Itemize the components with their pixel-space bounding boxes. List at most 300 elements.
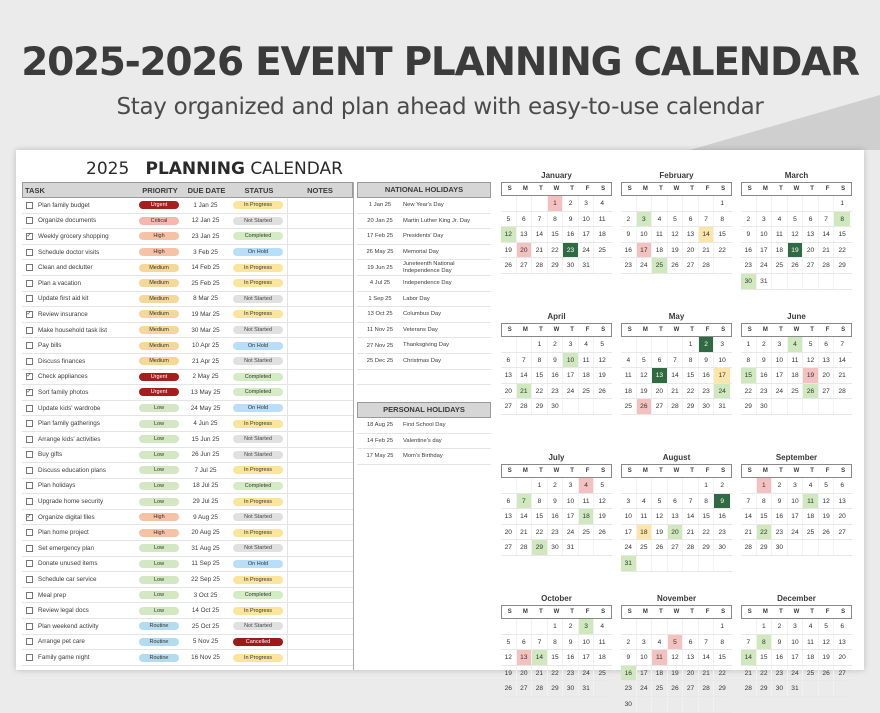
calendar-day[interactable]: 15 [532,368,548,383]
task-checkbox[interactable] [26,482,33,489]
calendar-day[interactable]: 31 [757,274,773,289]
calendar-day[interactable]: 14 [741,509,757,524]
task-checkbox[interactable] [26,498,33,505]
notes-cell[interactable] [287,572,353,587]
calendar-day[interactable]: 21 [517,384,533,399]
notes-cell[interactable] [287,463,353,478]
calendar-day[interactable]: 8 [548,212,564,227]
calendar-day[interactable]: 23 [548,525,564,540]
calendar-day[interactable]: 31 [563,540,579,555]
task-checkbox[interactable] [26,529,33,536]
calendar-day[interactable]: 21 [532,243,548,258]
calendar-day[interactable]: 25 [772,258,788,273]
calendar-day[interactable]: 22 [548,243,564,258]
calendar-day[interactable]: 1 [699,478,715,493]
calendar-day[interactable]: 18 [652,243,668,258]
calendar-day[interactable]: 2 [757,337,773,352]
calendar-day[interactable]: 1 [720,200,724,207]
calendar-day[interactable]: 24 [772,384,788,399]
calendar-day[interactable]: 14 [699,650,715,665]
calendar-day[interactable]: 4 [803,478,819,493]
calendar-day[interactable]: 25 [652,681,668,696]
calendar-day[interactable]: 27 [803,258,819,273]
calendar-day[interactable]: 5 [652,494,668,509]
calendar-day[interactable]: 16 [563,650,579,665]
notes-cell[interactable] [287,479,353,494]
calendar-day[interactable]: 12 [501,227,517,242]
calendar-day[interactable]: 5 [637,353,653,368]
calendar-day[interactable]: 7 [699,635,715,650]
calendar-day[interactable]: 3 [788,478,804,493]
calendar-day[interactable]: 29 [718,685,726,693]
task-checkbox[interactable] [26,560,33,567]
calendar-day[interactable]: 2 [621,212,637,227]
notes-cell[interactable] [287,510,353,525]
calendar-day[interactable]: 8 [683,353,699,368]
calendar-day[interactable]: 6 [683,212,699,227]
calendar-day[interactable]: 17 [563,368,579,383]
calendar-day[interactable]: 15 [548,227,564,242]
calendar-day[interactable]: 3 [579,196,595,211]
calendar-day[interactable]: 31 [579,258,595,273]
notes-cell[interactable] [287,541,353,556]
calendar-day[interactable]: 26 [668,258,684,273]
notes-cell[interactable] [287,416,353,431]
calendar-day[interactable]: 16 [718,513,726,521]
calendar-day[interactable]: 30 [563,681,579,696]
calendar-day[interactable]: 22 [532,384,548,399]
task-checkbox[interactable] [26,342,33,349]
calendar-day[interactable]: 27 [501,399,517,414]
calendar-day[interactable]: 5 [600,341,604,348]
calendar-day[interactable]: 30 [772,681,788,696]
task-checkbox[interactable] [26,202,33,209]
calendar-day[interactable]: 13 [668,509,684,524]
calendar-day[interactable]: 15 [683,368,699,383]
calendar-day[interactable]: 5 [668,635,684,650]
calendar-day[interactable]: 10 [563,353,579,368]
calendar-day[interactable]: 24 [563,384,579,399]
calendar-day[interactable]: 11 [637,509,653,524]
calendar-day[interactable]: 5 [819,619,835,634]
calendar-day[interactable]: 10 [637,650,653,665]
calendar-day[interactable]: 20 [683,243,699,258]
calendar-day[interactable]: 12 [598,356,606,364]
calendar-day[interactable]: 3 [563,478,579,493]
calendar-day[interactable]: 23 [563,243,579,258]
calendar-day[interactable]: 18 [598,231,606,239]
calendar-day[interactable]: 4 [621,353,637,368]
task-checkbox[interactable] [26,451,33,458]
calendar-day[interactable]: 19 [598,372,606,380]
notes-cell[interactable] [287,276,353,291]
calendar-day[interactable]: 11 [579,494,595,509]
calendar-day[interactable]: 17 [637,666,653,681]
calendar-day[interactable]: 11 [598,215,606,223]
calendar-day[interactable]: 9 [621,650,637,665]
calendar-day[interactable]: 11 [772,227,788,242]
calendar-day[interactable]: 13 [803,227,819,242]
calendar-day[interactable]: 24 [714,384,730,399]
calendar-day[interactable]: 18 [598,654,606,662]
notes-cell[interactable] [287,401,353,416]
calendar-day[interactable]: 13 [517,650,533,665]
calendar-day[interactable]: 22 [532,525,548,540]
calendar-day[interactable]: 10 [772,353,788,368]
calendar-day[interactable]: 16 [741,243,757,258]
notes-cell[interactable] [287,588,353,603]
calendar-day[interactable]: 23 [772,525,788,540]
notes-cell[interactable] [287,494,353,509]
calendar-day[interactable]: 9 [621,227,637,242]
calendar-day[interactable]: 24 [637,258,653,273]
task-checkbox[interactable] [26,623,33,630]
calendar-day[interactable]: 14 [838,356,846,364]
calendar-day[interactable]: 2 [548,337,564,352]
calendar-day[interactable]: 23 [772,666,788,681]
calendar-day[interactable]: 6 [840,482,844,489]
calendar-day[interactable]: 18 [803,509,819,524]
calendar-day[interactable]: 14 [668,368,684,383]
calendar-day[interactable]: 7 [741,635,757,650]
calendar-day[interactable]: 15 [757,509,773,524]
calendar-day[interactable]: 6 [652,353,668,368]
calendar-day[interactable]: 4 [579,337,595,352]
calendar-day[interactable]: 16 [548,368,564,383]
calendar-day[interactable]: 21 [699,666,715,681]
calendar-day[interactable]: 20 [501,525,517,540]
calendar-day[interactable]: 7 [699,212,715,227]
calendar-day[interactable]: 22 [757,666,773,681]
calendar-day[interactable]: 24 [788,666,804,681]
calendar-day[interactable]: 18 [772,243,788,258]
calendar-day[interactable]: 14 [532,227,548,242]
calendar-day[interactable]: 3 [621,494,637,509]
calendar-day[interactable]: 1 [757,478,773,493]
calendar-day[interactable]: 22 [683,384,699,399]
calendar-day[interactable]: 12 [819,494,835,509]
calendar-day[interactable]: 24 [788,525,804,540]
calendar-day[interactable]: 28 [532,258,548,273]
calendar-day[interactable]: 13 [683,227,699,242]
calendar-day[interactable]: 22 [718,669,726,677]
calendar-day[interactable]: 8 [757,494,773,509]
calendar-day[interactable]: 7 [532,212,548,227]
calendar-day[interactable]: 16 [621,243,637,258]
calendar-day[interactable]: 19 [788,243,804,258]
calendar-day[interactable]: 25 [652,258,668,273]
notes-cell[interactable] [287,354,353,369]
calendar-day[interactable]: 26 [819,525,835,540]
notes-cell[interactable] [287,650,353,665]
task-checkbox[interactable] [26,576,33,583]
calendar-day[interactable]: 23 [718,528,726,536]
calendar-day[interactable]: 1 [757,619,773,634]
calendar-day[interactable]: 1 [532,337,548,352]
notes-cell[interactable] [287,229,353,244]
calendar-day[interactable]: 28 [517,399,533,414]
calendar-day[interactable]: 14 [741,650,757,665]
task-checkbox[interactable] [26,638,33,645]
calendar-day[interactable]: 19 [637,384,653,399]
calendar-day[interactable]: 18 [788,368,804,383]
calendar-day[interactable]: 11 [652,227,668,242]
calendar-day[interactable]: 2 [772,619,788,634]
calendar-day[interactable]: 8 [548,635,564,650]
calendar-day[interactable]: 20 [819,368,835,383]
calendar-day[interactable]: 12 [598,497,606,505]
calendar-day[interactable]: 3 [720,341,724,348]
calendar-day[interactable]: 28 [668,399,684,414]
calendar-day[interactable]: 15 [718,231,726,239]
calendar-day[interactable]: 21 [517,525,533,540]
calendar-day[interactable]: 24 [579,243,595,258]
calendar-day[interactable]: 24 [621,540,637,555]
calendar-day[interactable]: 9 [772,494,788,509]
calendar-day[interactable]: 2 [772,478,788,493]
calendar-day[interactable]: 5 [600,482,604,489]
calendar-day[interactable]: 23 [699,384,715,399]
calendar-day[interactable]: 5 [803,337,819,352]
task-checkbox[interactable] [26,436,33,443]
calendar-day[interactable]: 29 [757,540,773,555]
calendar-day[interactable]: 1 [548,196,564,211]
calendar-day[interactable]: 26 [598,387,606,395]
calendar-day[interactable]: 29 [699,540,715,555]
calendar-day[interactable]: 21 [741,666,757,681]
calendar-day[interactable]: 12 [501,650,517,665]
calendar-day[interactable]: 8 [532,353,548,368]
calendar-day[interactable]: 30 [548,399,564,414]
calendar-day[interactable]: 30 [548,540,564,555]
task-checkbox[interactable]: ✓ [26,232,32,239]
calendar-day[interactable]: 3 [637,635,653,650]
task-checkbox[interactable]: ✓ [26,373,32,380]
calendar-day[interactable]: 17 [637,243,653,258]
calendar-day[interactable]: 8 [699,494,715,509]
calendar-day[interactable]: 19 [501,666,517,681]
task-checkbox[interactable]: ✓ [26,388,32,395]
calendar-day[interactable]: 1 [840,200,844,207]
calendar-day[interactable]: 24 [757,258,773,273]
calendar-day[interactable]: 6 [501,494,517,509]
calendar-day[interactable]: 17 [714,368,730,383]
calendar-day[interactable]: 6 [517,635,533,650]
calendar-day[interactable]: 19 [501,243,517,258]
calendar-day[interactable]: 26 [668,681,684,696]
calendar-day[interactable]: 23 [563,666,579,681]
calendar-day[interactable]: 17 [621,525,637,540]
calendar-day[interactable]: 29 [548,681,564,696]
calendar-day[interactable]: 2 [563,619,579,634]
calendar-day[interactable]: 27 [517,681,533,696]
calendar-day[interactable]: 25 [598,246,606,254]
calendar-day[interactable]: 19 [598,513,606,521]
calendar-day[interactable]: 30 [621,697,637,712]
notes-cell[interactable] [287,338,353,353]
calendar-day[interactable]: 12 [803,353,819,368]
calendar-day[interactable]: 5 [819,478,835,493]
calendar-day[interactable]: 29 [548,258,564,273]
calendar-day[interactable]: 16 [772,509,788,524]
calendar-day[interactable]: 28 [741,540,757,555]
calendar-day[interactable]: 15 [532,509,548,524]
calendar-day[interactable]: 28 [819,258,835,273]
calendar-day[interactable]: 20 [838,654,846,662]
calendar-day[interactable]: 29 [532,399,548,414]
task-checkbox[interactable] [26,467,33,474]
task-checkbox[interactable] [26,280,33,287]
calendar-day[interactable]: 14 [819,227,835,242]
calendar-day[interactable]: 5 [788,212,804,227]
calendar-day[interactable]: 18 [579,509,595,524]
calendar-day[interactable]: 27 [517,258,533,273]
calendar-day[interactable]: 10 [788,635,804,650]
calendar-day[interactable]: 17 [563,509,579,524]
calendar-day[interactable]: 10 [637,227,653,242]
calendar-day[interactable]: 11 [579,353,595,368]
calendar-day[interactable]: 9 [563,212,579,227]
calendar-day[interactable]: 10 [579,212,595,227]
calendar-day[interactable]: 29 [741,399,757,414]
calendar-day[interactable]: 19 [652,525,668,540]
calendar-day[interactable]: 20 [803,243,819,258]
calendar-day[interactable]: 4 [788,337,804,352]
task-checkbox[interactable]: ✓ [26,513,32,520]
calendar-day[interactable]: 30 [563,258,579,273]
calendar-day[interactable]: 23 [548,384,564,399]
calendar-day[interactable]: 14 [699,227,715,242]
calendar-day[interactable]: 31 [579,681,595,696]
calendar-day[interactable]: 27 [652,399,668,414]
calendar-day[interactable]: 8 [757,635,773,650]
notes-cell[interactable] [287,619,353,634]
calendar-day[interactable]: 7 [683,494,699,509]
calendar-day[interactable]: 2 [621,635,637,650]
calendar-day[interactable]: 8 [741,353,757,368]
calendar-day[interactable]: 21 [741,525,757,540]
calendar-day[interactable]: 13 [652,368,668,383]
calendar-day[interactable]: 28 [683,540,699,555]
calendar-day[interactable]: 9 [714,494,730,509]
calendar-day[interactable]: 26 [803,384,819,399]
calendar-day[interactable]: 10 [757,227,773,242]
calendar-day[interactable]: 1 [548,619,564,634]
calendar-day[interactable]: 15 [757,650,773,665]
calendar-day[interactable]: 3 [772,337,788,352]
calendar-day[interactable]: 26 [819,666,835,681]
calendar-day[interactable]: 23 [741,258,757,273]
calendar-day[interactable]: 7 [517,494,533,509]
calendar-day[interactable]: 21 [668,384,684,399]
calendar-day[interactable]: 9 [772,635,788,650]
calendar-day[interactable]: 27 [501,540,517,555]
calendar-day[interactable]: 19 [819,650,835,665]
calendar-day[interactable]: 19 [819,509,835,524]
calendar-day[interactable]: 13 [517,227,533,242]
calendar-day[interactable]: 13 [501,368,517,383]
calendar-day[interactable]: 26 [652,540,668,555]
calendar-day[interactable]: 3 [563,337,579,352]
calendar-day[interactable]: 27 [668,540,684,555]
calendar-day[interactable]: 30 [757,399,773,414]
calendar-day[interactable]: 4 [772,212,788,227]
calendar-day[interactable]: 4 [600,200,604,207]
calendar-day[interactable]: 25 [579,384,595,399]
calendar-day[interactable]: 25 [803,666,819,681]
calendar-day[interactable]: 9 [563,635,579,650]
calendar-day[interactable]: 9 [548,494,564,509]
calendar-day[interactable]: 15 [718,654,726,662]
task-checkbox[interactable] [26,217,33,224]
calendar-day[interactable]: 6 [517,212,533,227]
calendar-day[interactable]: 2 [720,482,724,489]
calendar-day[interactable]: 2 [741,212,757,227]
calendar-day[interactable]: 18 [803,650,819,665]
calendar-day[interactable]: 10 [621,509,637,524]
calendar-day[interactable]: 12 [637,368,653,383]
calendar-day[interactable]: 2 [548,478,564,493]
calendar-day[interactable]: 1 [532,478,548,493]
calendar-day[interactable]: 28 [838,387,846,395]
notes-cell[interactable] [287,323,353,338]
calendar-day[interactable]: 4 [652,635,668,650]
calendar-day[interactable]: 16 [699,368,715,383]
calendar-day[interactable]: 18 [579,368,595,383]
notes-cell[interactable] [287,260,353,275]
calendar-day[interactable]: 3 [637,212,653,227]
calendar-day[interactable]: 24 [563,525,579,540]
notes-cell[interactable] [287,292,353,307]
task-checkbox[interactable] [26,249,33,256]
calendar-day[interactable]: 20 [517,243,533,258]
calendar-day[interactable]: 29 [757,681,773,696]
calendar-day[interactable]: 15 [741,368,757,383]
calendar-day[interactable]: 22 [741,384,757,399]
notes-cell[interactable] [287,245,353,260]
calendar-day[interactable]: 4 [652,212,668,227]
calendar-day[interactable]: 12 [668,227,684,242]
calendar-day[interactable]: 21 [838,372,846,380]
calendar-day[interactable]: 25 [621,399,637,414]
calendar-day[interactable]: 25 [803,525,819,540]
calendar-day[interactable]: 28 [532,681,548,696]
calendar-day[interactable]: 17 [579,650,595,665]
calendar-day[interactable]: 4 [637,494,653,509]
calendar-day[interactable]: 5 [501,212,517,227]
calendar-day[interactable]: 22 [699,525,715,540]
calendar-day[interactable]: 22 [718,246,726,254]
calendar-day[interactable]: 5 [501,635,517,650]
calendar-day[interactable]: 8 [720,215,724,223]
calendar-day[interactable]: 9 [757,353,773,368]
calendar-day[interactable]: 21 [819,243,835,258]
calendar-day[interactable]: 11 [598,638,606,646]
calendar-day[interactable]: 25 [788,384,804,399]
calendar-day[interactable]: 21 [683,525,699,540]
calendar-day[interactable]: 24 [579,666,595,681]
calendar-day[interactable]: 14 [517,509,533,524]
calendar-day[interactable]: 20 [517,666,533,681]
calendar-day[interactable]: 26 [598,528,606,536]
calendar-day[interactable]: 31 [718,403,726,411]
calendar-day[interactable]: 27 [838,528,846,536]
calendar-day[interactable]: 9 [741,227,757,242]
task-checkbox[interactable] [26,607,33,614]
notes-cell[interactable] [287,198,353,213]
calendar-day[interactable]: 2 [563,196,579,211]
calendar-day[interactable]: 26 [501,258,517,273]
